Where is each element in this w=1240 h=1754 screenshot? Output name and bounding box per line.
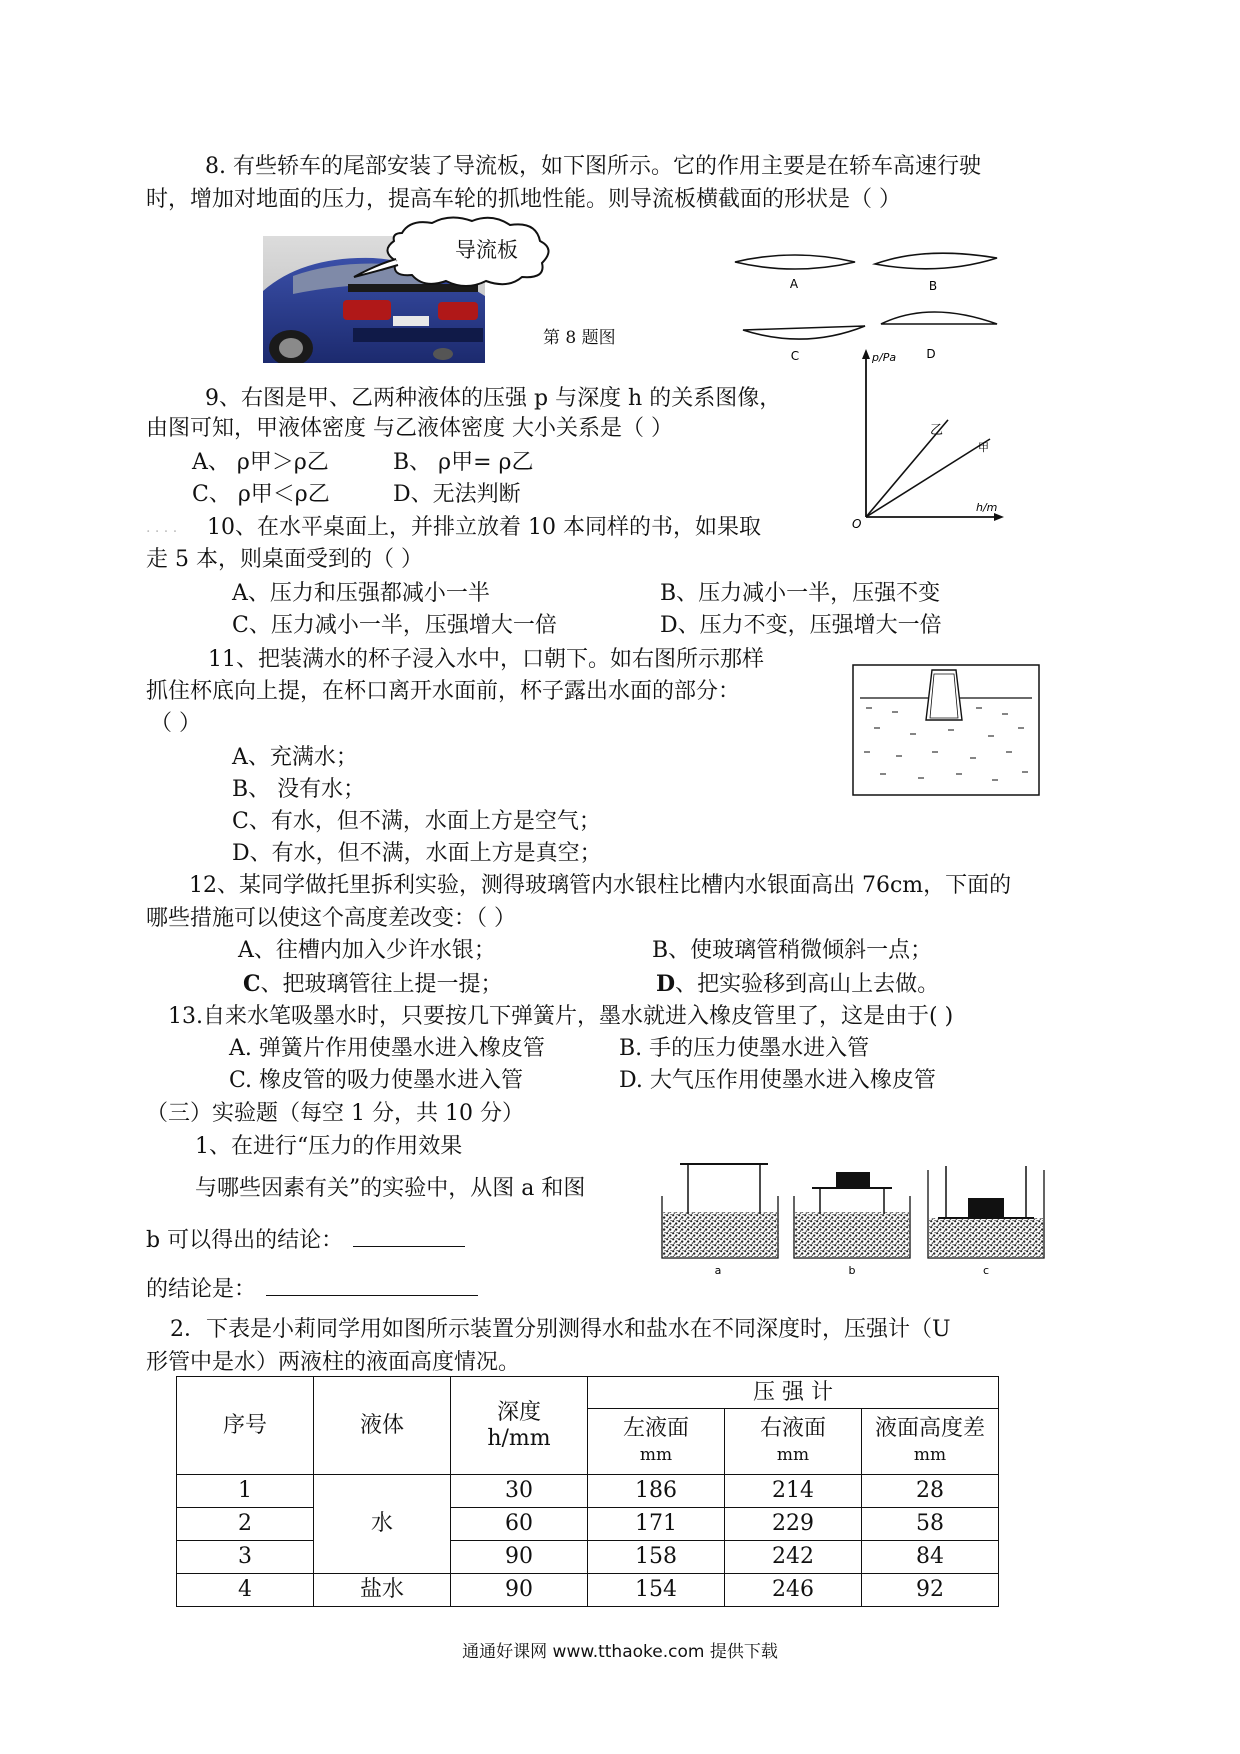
- exp1-line1: 1、在进行“压力的作用效果: [195, 1134, 463, 1159]
- header-diff-unit: mm: [913, 1444, 947, 1465]
- q8-figure-caption: 第 8 题图: [543, 328, 616, 348]
- cell-liquid-saltwater: 盐水: [314, 1574, 451, 1607]
- q12-option-c-letter: C: [243, 971, 261, 997]
- table-row: [177, 1508, 999, 1541]
- cell-left: 158: [588, 1541, 725, 1574]
- q9-option-b: B、 ρ甲= ρ乙: [393, 450, 534, 475]
- q12-option-a: A、往槽内加入少许水银；: [238, 938, 496, 963]
- header-liquid: 液体: [314, 1377, 451, 1475]
- cell-depth: 90: [451, 1541, 588, 1574]
- header-right-unit: mm: [776, 1444, 810, 1465]
- series-label-yi: 乙: [930, 422, 944, 438]
- exp2-line1: 2．下表是小莉同学用如图所示装置分别测得水和盐水在不同深度时，压强计（U: [170, 1317, 951, 1342]
- q10-option-b: B、压力减小一半，压强不变: [660, 581, 941, 606]
- shape-label-d: D: [926, 347, 936, 361]
- header-right-level: [725, 1409, 862, 1475]
- exp1-line3-text: b 可以得出的结论：: [146, 1228, 344, 1253]
- header-depth: [451, 1377, 588, 1475]
- q9-option-d: D、无法判断: [393, 482, 521, 507]
- answer-blank-2[interactable]: [266, 1273, 478, 1296]
- shape-label-c: C: [790, 349, 800, 363]
- q11-option-b: B、 没有水；: [232, 777, 366, 802]
- exp1-line2: 与哪些因素有关”的实验中，从图 a 和图: [195, 1176, 586, 1201]
- cup-in-water-figure: [852, 664, 1040, 796]
- q12-option-d-text: 、把实验移到高山上去做。: [675, 972, 940, 997]
- q12-option-c-text: 、把玻璃管往上提一提；: [260, 972, 503, 997]
- series-label-jia: 甲: [978, 441, 989, 455]
- q12-line2: 哪些措施可以使这个高度差改变：（ ）: [146, 906, 516, 931]
- figure-label-a: a: [714, 1264, 722, 1277]
- cell-depth: 60: [451, 1508, 588, 1541]
- header-depth-label: 深度: [496, 1399, 541, 1425]
- table-row: [177, 1574, 999, 1607]
- cell-diff: 58: [862, 1508, 999, 1541]
- cell-index: 1: [177, 1475, 314, 1508]
- bubble-label: 导流板: [455, 238, 518, 262]
- header-left-unit: mm: [639, 1444, 673, 1465]
- header-left-level: [588, 1409, 725, 1475]
- q9-option-c: C、 ρ甲＜ρ乙: [192, 482, 330, 507]
- table-row: [177, 1541, 999, 1574]
- header-height-diff: [862, 1409, 999, 1475]
- pressure-gauge-table: [176, 1376, 999, 1607]
- table-header-row: [177, 1377, 999, 1409]
- cell-right: 242: [725, 1541, 862, 1574]
- origin-label: O: [852, 517, 862, 531]
- q10-option-a: A、压力和压强都减小一半: [232, 581, 490, 606]
- page-footer: 通通好课网 www.tthaoke.com 提供下载: [462, 1642, 778, 1662]
- figure-label-b: b: [848, 1264, 856, 1277]
- q12-option-b: B、使玻璃管稍微倾斜一点；: [652, 938, 933, 963]
- cell-diff: 84: [862, 1541, 999, 1574]
- q11-line3: （ ）: [150, 711, 201, 736]
- figure-label-c: c: [982, 1264, 990, 1277]
- answer-blank-1[interactable]: [353, 1224, 465, 1247]
- section3-title: （三）实验题（每空 1 分，共 10 分）: [146, 1101, 524, 1126]
- q13-option-a: A. 弹簧片作用使墨水进入橡皮管: [229, 1036, 545, 1061]
- q11-option-a: A、充满水；: [232, 745, 358, 770]
- y-axis-label: p/Pa: [872, 351, 897, 364]
- exp1-line4-text: 的结论是：: [146, 1277, 257, 1302]
- exp1-line3: [146, 1224, 465, 1255]
- q9-option-a: A、 ρ甲＞ρ乙: [192, 450, 329, 475]
- q12-line1: 12、某同学做托里拆利实验，测得玻璃管内水银柱比槽内水银面高出 76cm，下面的: [189, 873, 1012, 898]
- q10-option-d: D、压力不变，压强增大一倍: [660, 613, 942, 638]
- q11-option-d: D、有水，但不满，水面上方是真空；: [232, 841, 602, 866]
- q10-line1: 10、在水平桌面上，并排立放着 10 本同样的书，如果取: [207, 515, 761, 540]
- shape-label-b: B: [928, 279, 938, 293]
- series-line-jia: [866, 439, 990, 517]
- q12-option-c: [243, 970, 503, 999]
- cell-right: 246: [725, 1574, 862, 1607]
- q11-option-c: C、有水，但不满，水面上方是空气；: [232, 809, 601, 834]
- q8-line1: 8. 有些轿车的尾部安装了导流板，如下图所示。它的作用主要是在轿车高速行驶: [205, 154, 981, 179]
- cell-left: 154: [588, 1574, 725, 1607]
- cell-diff: 92: [862, 1574, 999, 1607]
- cell-liquid-water: 水: [314, 1475, 451, 1574]
- header-diff-label: 液面高度差: [874, 1415, 985, 1441]
- q12-option-d: [656, 970, 939, 999]
- header-depth-unit: h/mm: [487, 1425, 551, 1451]
- q10-option-c: C、压力减小一半，压强增大一倍: [232, 613, 557, 638]
- scan-dots: . . . .: [146, 520, 178, 536]
- cell-index: 2: [177, 1508, 314, 1541]
- q13-option-d: D. 大气压作用使墨水进入橡皮管: [619, 1068, 936, 1093]
- q10-line2: 走 5 本，则桌面受到的（ ）: [146, 547, 423, 572]
- pressure-effect-figures: [660, 1160, 1055, 1278]
- header-gauge: 压 强 计: [588, 1377, 999, 1409]
- table-row: [177, 1475, 999, 1508]
- x-axis-label: h/m: [976, 501, 998, 514]
- pressure-depth-chart: [848, 345, 1008, 535]
- q13-option-b: B. 手的压力使墨水进入管: [619, 1036, 870, 1061]
- cell-left: 186: [588, 1475, 725, 1508]
- q9-line2: 由图可知，甲液体密度 与乙液体密度 大小关系是（ ）: [146, 416, 673, 441]
- q9-line1: 9、右图是甲、乙两种液体的压强 p 与深度 h 的关系图像，: [205, 386, 782, 411]
- q12-option-d-letter: D: [656, 971, 676, 997]
- cell-depth: 30: [451, 1475, 588, 1508]
- cell-right: 229: [725, 1508, 862, 1541]
- q13-option-c: C. 橡皮管的吸力使墨水进入管: [229, 1068, 524, 1093]
- cell-depth: 90: [451, 1574, 588, 1607]
- q8-line2: 时，增加对地面的压力，提高车轮的抓地性能。则导流板横截面的形状是（ ）: [146, 187, 901, 212]
- cell-index: 4: [177, 1574, 314, 1607]
- cell-diff: 28: [862, 1475, 999, 1508]
- q11-line1: 11、把装满水的杯子浸入水中，口朝下。如右图所示那样: [208, 647, 764, 672]
- q11-line2: 抓住杯底向上提，在杯口离开水面前，杯子露出水面的部分：: [146, 679, 741, 704]
- header-left-label: 左液面: [622, 1415, 689, 1441]
- header-right-label: 右液面: [759, 1415, 826, 1441]
- cell-index: 3: [177, 1541, 314, 1574]
- q13-line1: 13.自来水笔吸墨水时，只要按几下弹簧片，墨水就进入橡皮管里了，这是由于( ): [168, 1004, 954, 1029]
- header-index: 序号: [177, 1377, 314, 1475]
- exp1-line4: [146, 1273, 478, 1304]
- exp2-line2: 形管中是水）两液柱的液面高度情况。: [146, 1350, 521, 1375]
- cell-right: 214: [725, 1475, 862, 1508]
- shape-label-a: A: [789, 277, 799, 291]
- cell-left: 171: [588, 1508, 725, 1541]
